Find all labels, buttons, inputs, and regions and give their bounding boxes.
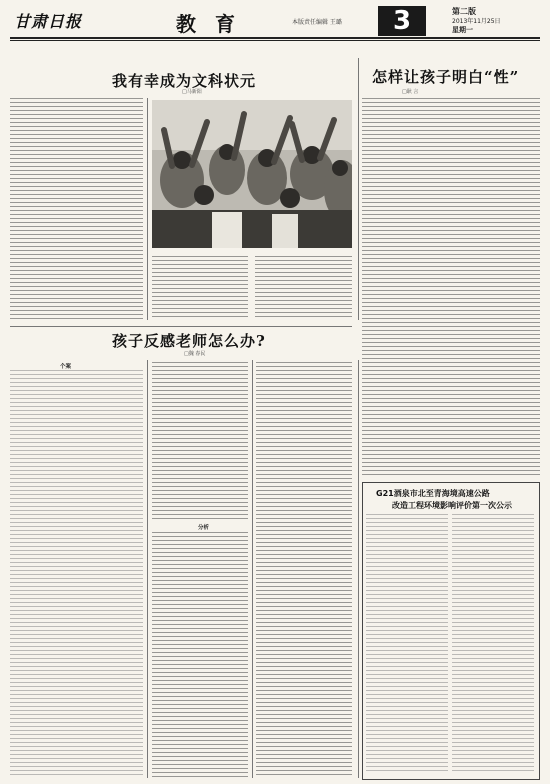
notice-body-col1 — [366, 514, 448, 774]
article-headline-bottom-left: 孩子反感老师怎么办? — [112, 332, 266, 350]
article-photo-graduates — [152, 100, 352, 248]
column-divider — [147, 360, 148, 778]
article-body-mid3 — [256, 362, 352, 778]
article-body-col2 — [152, 256, 248, 320]
case-label: 个案 — [60, 364, 72, 370]
article-body-right — [362, 98, 540, 478]
notice-title-line1: G21酒泉市北至青海境高速公路 — [376, 489, 490, 498]
notice-title-line2: 改造工程环境影响评价第一次公示 — [392, 501, 512, 510]
newspaper-logo: 甘肃日报 — [14, 12, 83, 31]
article-body-mid2 — [152, 532, 248, 778]
masthead-rule-thin — [10, 40, 540, 41]
article-body-col3 — [255, 256, 352, 320]
case-body-text — [10, 370, 143, 778]
issue-date: 2013年11月25日 — [452, 18, 501, 25]
article-body-col1 — [10, 98, 143, 320]
column-divider — [147, 98, 148, 320]
article-byline-top-right: □耿 言 — [402, 89, 419, 95]
issue-weekday: 星期一 — [452, 26, 473, 34]
article-headline-top-right: 怎样让孩子明白“性” — [372, 68, 520, 86]
article-byline-bottom-left: □魏 春民 — [184, 351, 206, 357]
page-number-badge: 3 — [378, 6, 426, 36]
section-separator — [10, 326, 352, 327]
crowd-photo-illustration — [152, 100, 352, 248]
column-divider — [252, 360, 253, 778]
article-headline-top-left: 我有幸成为文科状元 — [112, 72, 257, 90]
edition-label: 第二版 — [452, 7, 476, 16]
article-body-mid1 — [152, 362, 248, 520]
column-divider — [358, 360, 359, 778]
section-title: 教 育 — [176, 12, 241, 36]
article-byline-top-left: □马新阳 — [182, 89, 202, 95]
notice-body-col2 — [452, 514, 534, 774]
column-divider — [358, 58, 359, 320]
masthead-rule — [10, 37, 540, 39]
editor-credit: 本版责任编辑 王璐 — [292, 19, 342, 26]
analysis-label: 分析 — [198, 525, 210, 531]
